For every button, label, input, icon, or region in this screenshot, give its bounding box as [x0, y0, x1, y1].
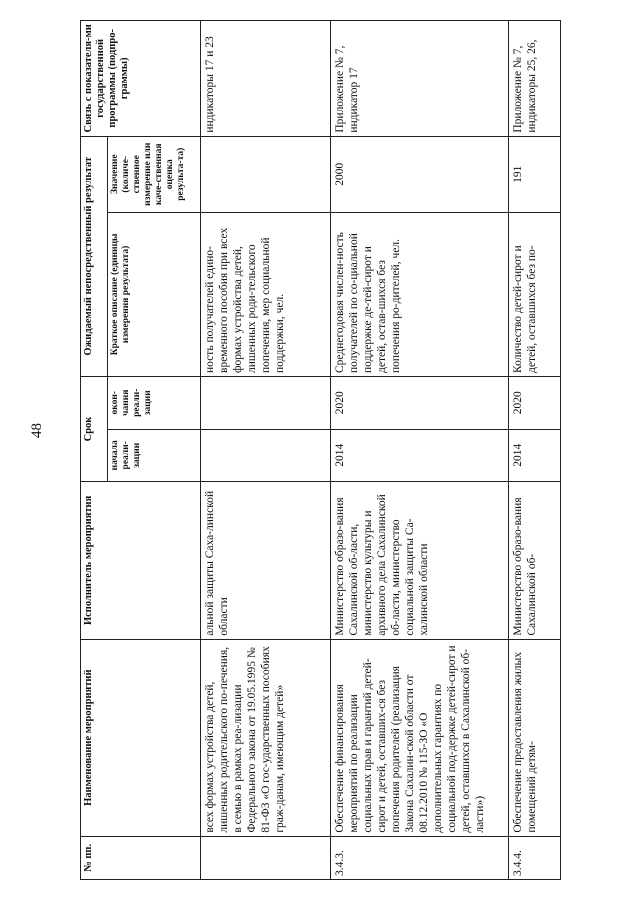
cell-result-value: 2000	[331, 136, 509, 212]
rotated-sheet	[80, 20, 625, 880]
table-container	[80, 20, 625, 880]
cell-num: 3.4.4.	[509, 836, 561, 879]
cell-result-desc: Количество детей-сирот и детей, оставшихся без по-	[509, 212, 561, 376]
activities-table	[80, 20, 561, 880]
cell-link: Приложение № 7, индикатор 17	[331, 21, 509, 137]
header-term-end: окон-чания реали-зации	[108, 376, 201, 429]
header-term: Срок	[81, 376, 108, 481]
cell-result-value	[201, 136, 331, 212]
cell-num: 3.4.3.	[331, 836, 509, 879]
table-row	[509, 21, 561, 880]
cell-executor: альной защиты Саха-линской области	[201, 482, 331, 640]
cell-result-value: 191	[509, 136, 561, 212]
cell-num	[201, 836, 331, 879]
cell-link: Приложение № 7, индикаторы 25, 26,	[509, 21, 561, 137]
cell-start: 2014	[331, 429, 509, 482]
table-row	[331, 21, 509, 880]
cell-executor: Министерство образо-вания Сахалинской об-	[509, 482, 561, 640]
page-number: 48	[29, 423, 45, 438]
cell-link: индикаторы 17 и 23	[201, 21, 331, 137]
header-result: Ожидаемый непосредственный результат	[81, 136, 108, 376]
cell-result-desc: Среднегодовая числен-ность получателей по со-циальной поддержке де-тей-сирот и детей, остав-шихся без попечения ро-дителей, чел.	[331, 212, 509, 376]
header-result-desc: Краткое описание (единицы измерения результата)	[108, 212, 201, 376]
cell-end: 2020	[331, 376, 509, 429]
cell-result-desc: ность получателей едино-временного пособия при всех формах устройства детей, лишенных роди-тельского попечения, мер социальной поддержки, чел.	[201, 212, 331, 376]
header-link: Связь с показателя-ми государственной программы (подпро-граммы)	[81, 21, 201, 137]
table-row	[201, 21, 331, 880]
cell-end: 2020	[509, 376, 561, 429]
table-header-row-1	[81, 21, 108, 880]
cell-name: Обеспечение предоставления жилых помещений детям-	[509, 639, 561, 836]
header-num: № пп.	[81, 836, 201, 879]
header-result-value: Значение (количе-ственное измерение или каче-ственная оценка результа-та)	[108, 136, 201, 212]
header-name: Наименование мероприятий	[81, 639, 201, 836]
cell-start: 2014	[509, 429, 561, 482]
cell-name: всех формах устройства детей, лишенных родительского по-печения, в семью в рамках реа-лизации Федерального закона от 19.05.1995 № 81-ФЗ «О гос-ударственных пособиях граж-данам, имеющим детей»	[201, 639, 331, 836]
cell-name: Обеспечение финансирования мероприятий по реализации социальных прав и гарантий детей-сирот и детей, оставших-ся без попечения родителей (реализация Закона Сахалин-ской области от 08.12.2010 № 115-ЗО «О дополнительных гарантиях по социальной под-держке детей-сирот и детей, оставшихся в Сахалинской об-ласти»)	[331, 639, 509, 836]
header-executor: Исполнитель мероприятия	[81, 482, 201, 640]
header-term-start: начала реали-зации	[108, 429, 201, 482]
cell-end	[201, 376, 331, 429]
cell-start	[201, 429, 331, 482]
cell-executor: Министерство образо-вания Сахалинской об-ласти, министерство культуры и архивного дела Сахалинской об-ласти, министерство социальной защиты Са-халинской области	[331, 482, 509, 640]
